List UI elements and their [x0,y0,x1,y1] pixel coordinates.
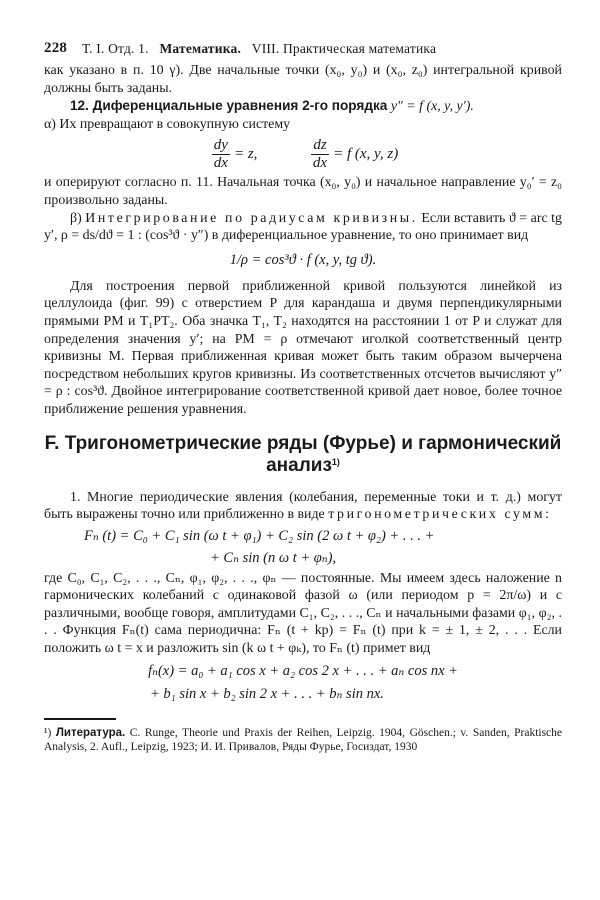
fraction-denominator: dx [312,155,328,172]
subsection-12-formula: y″ = f (x, y, y′). [390,99,474,115]
expansion-line-1: fₙ(x) = a₀ + a₁ cos x + a₂ cos 2 x + . . . + aₙ cos nx + [148,662,458,679]
equation-1-rhs: = z, [233,146,258,163]
fraction-dy-dx [212,137,230,172]
fraction-numerator: dy [213,137,228,154]
section-f-p1-spaced: тригонометрических сумм: [328,507,552,523]
running-chapter: VIII. Практическая математика [251,41,437,56]
footnote-divider [44,718,116,720]
subsection-12-heading [44,97,562,116]
paragraph-beta [44,210,562,245]
footnote-text: C. Runge, Theorie und Praxis der Reihen, Leipzig. 1904, Göschen.; v. Sanden, Praktische Analysis, 2. Aufl., Leipzig, 1923; И. И. Привалов, Ряды Фурье, Госиздат, 1930 [44,726,563,753]
subsection-12-title: 12. Диференциальные уравнения 2-го порядка [70,98,388,114]
running-section: Математика. [159,41,242,56]
paragraph-intro: как указано в п. 10 γ). Две начальные точки (x₀, y₀) и (x₀, z₀) интегральной кривой должны быть заданы. [44,63,562,96]
section-f-p1-text: 1. Многие периодические явления (колебания, переменные токи и т. д.) могут быть выражены точно или приближенно в виде [44,489,562,523]
footnote-label: Литература. [55,726,126,739]
beta-spaced-heading: Интегрирование по радиусам кривизны. [85,210,418,226]
paragraph-alpha: α) Их превращают в совокупную систему [44,116,291,132]
fourier-series-line-1: Fₙ (t) = C₀ + C₁ sin (ω t + φ₁) + C₂ sin (2 ω t + φ₂) + . . . + [84,527,435,544]
running-header [44,40,562,62]
fraction-dz-dx [311,137,329,172]
fraction-denominator: dx [213,155,228,172]
footnote-mark: ¹) [44,726,52,739]
section-f-title: F. Тригонометрические ряды (Фурье) и гармонический анализ [44,432,562,476]
section-f-heading [44,433,562,477]
paragraph-section-f-1 [44,489,562,524]
expansion-line-2: + b₁ sin x + b₂ sin 2 x + . . . + bₙ sin nx. [150,685,384,702]
equation-system [44,137,562,172]
paragraph-construction: Для построения первой приближенной кривой пользуются линейкой из целлулоида (фиг. 99) с отверстием P для карандаша и двумя перпендикулярными прямыми PM и T₁PT₂. Оба значка T₁, T₂ находятся на расстоянии 1 от P и служат для определения значения y′; на PM = ρ отмечают иголкой соответственный центр кривизны M. Первая приближенная кривая может быть таким образом вычерчена посредством небольших кругов кривизны. Из соответственных отсчетов вычисляют y″ = ρ : cos³ϑ. Двойное интегрирование соответственной кривой дает новое, более точное приближение решения уравнения. [44,278,562,417]
running-title [82,41,436,57]
beta-text: Если вставить ϑ = arc tg y′, ρ = ds/dϑ = 1 : (cos³ϑ · y″) в диференциальное уравнение, то оно принимает вид [44,210,562,244]
beta-label: β) [70,210,82,226]
fraction-numerator: dz [311,137,329,155]
equation-curvature: 1/ρ = cos³ϑ · f (x, y, tg ϑ). [229,251,377,268]
footnote-reference: 1) [331,456,340,467]
paragraph-after-system: и оперируют согласно п. 11. Начальная точка (x₀, y₀) и начальное направление y₀′ = z₀ произвольно заданы. [44,175,562,208]
book-page [44,40,562,754]
page-number: 228 [44,40,68,56]
paragraph-section-f-2: где C₀, C₁, C₂, . . ., Cₙ, φ₁, φ₂, . . ., φₙ — постоянные. Мы имеем здесь наложение n гармонических колебаний с одинаковой фазой ω (или периодом p = 2π/ω) и с различными, вообще говоря, амплитудами C₁, C₂, . . ., Cₙ и начальными фазами φ₁, φ₂, . . . Функция Fₙ(t) сама периодична: Fₙ (t + kp) = Fₙ (t) при k = ± 1, ± 2, . . . Если положить ω t = x и разложить sin (k ω t + φₖ), то Fₙ (t) примет вид [44,570,562,657]
fourier-series-line-2: + Cₙ sin (n ω t + φₙ), [210,549,337,566]
running-part: Т. I. Отд. 1. [82,41,149,56]
footnote [44,726,562,754]
equation-2-rhs: = f (x, y, z) [333,146,399,163]
